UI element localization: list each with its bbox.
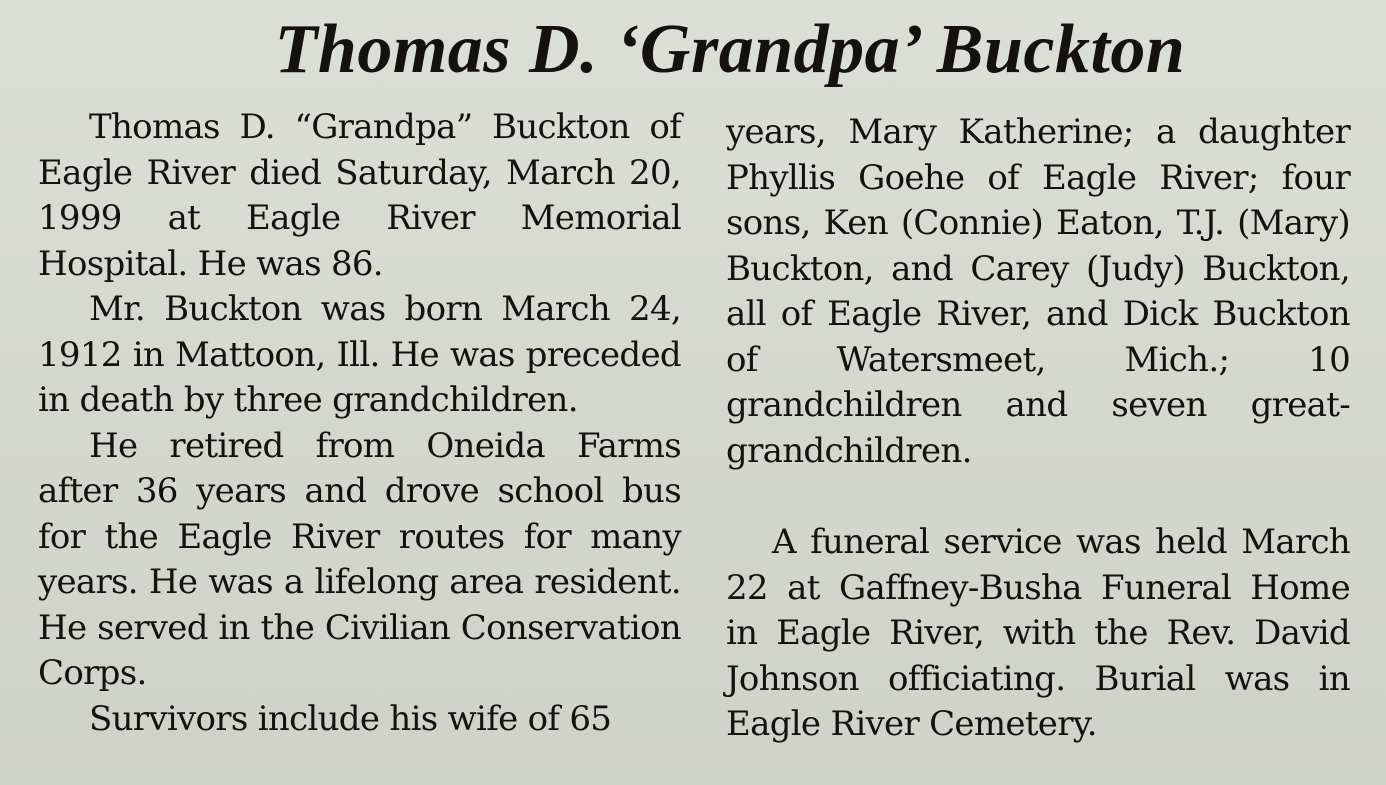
paragraph-career: He retired from Oneida Farms after 36 years and drove school bus for the Eagle River routes for many years. He was a lifelong area resident. He served in the Civilian Conservation Corps. xyxy=(38,425,681,693)
paragraph-survivors-start: Survivors include his wife of 65 xyxy=(89,698,612,739)
obituary-headline: Thomas D. ‘Grandpa’ Buckton xyxy=(274,11,1186,88)
paragraph-funeral-service: A funeral service was held March 22 at Gaffney-Busha Funeral Home in Eagle River, with the Rev. David Johnson officiating. Burial was in Eagle River Cemetery. xyxy=(726,522,1350,744)
paragraph-death-notice: Thomas D. “Grandpa” Buckton of Eagle River died Saturday, March 20, 1999 at Eagle River Memorial Hospital. He was 86. xyxy=(38,107,681,284)
right-column xyxy=(726,110,1350,748)
left-column xyxy=(38,105,681,742)
paragraph-survivors-continued: years, Mary Katherine; a daughter Phyllis Goehe of Eagle River; four sons, Ken (Connie) Eaton, T.J. (Mary) Buckton, and Carey (Judy) Buckton, all of Eagle River, and Dick Buckton of Watersmeet, Mich.; 10 grandchildren and seven great-grandchildren. xyxy=(726,112,1350,471)
paragraph-birth: Mr. Buckton was born March 24, 1912 in Mattoon, Ill. He was preceded in death by three grandchildren. xyxy=(38,289,681,420)
